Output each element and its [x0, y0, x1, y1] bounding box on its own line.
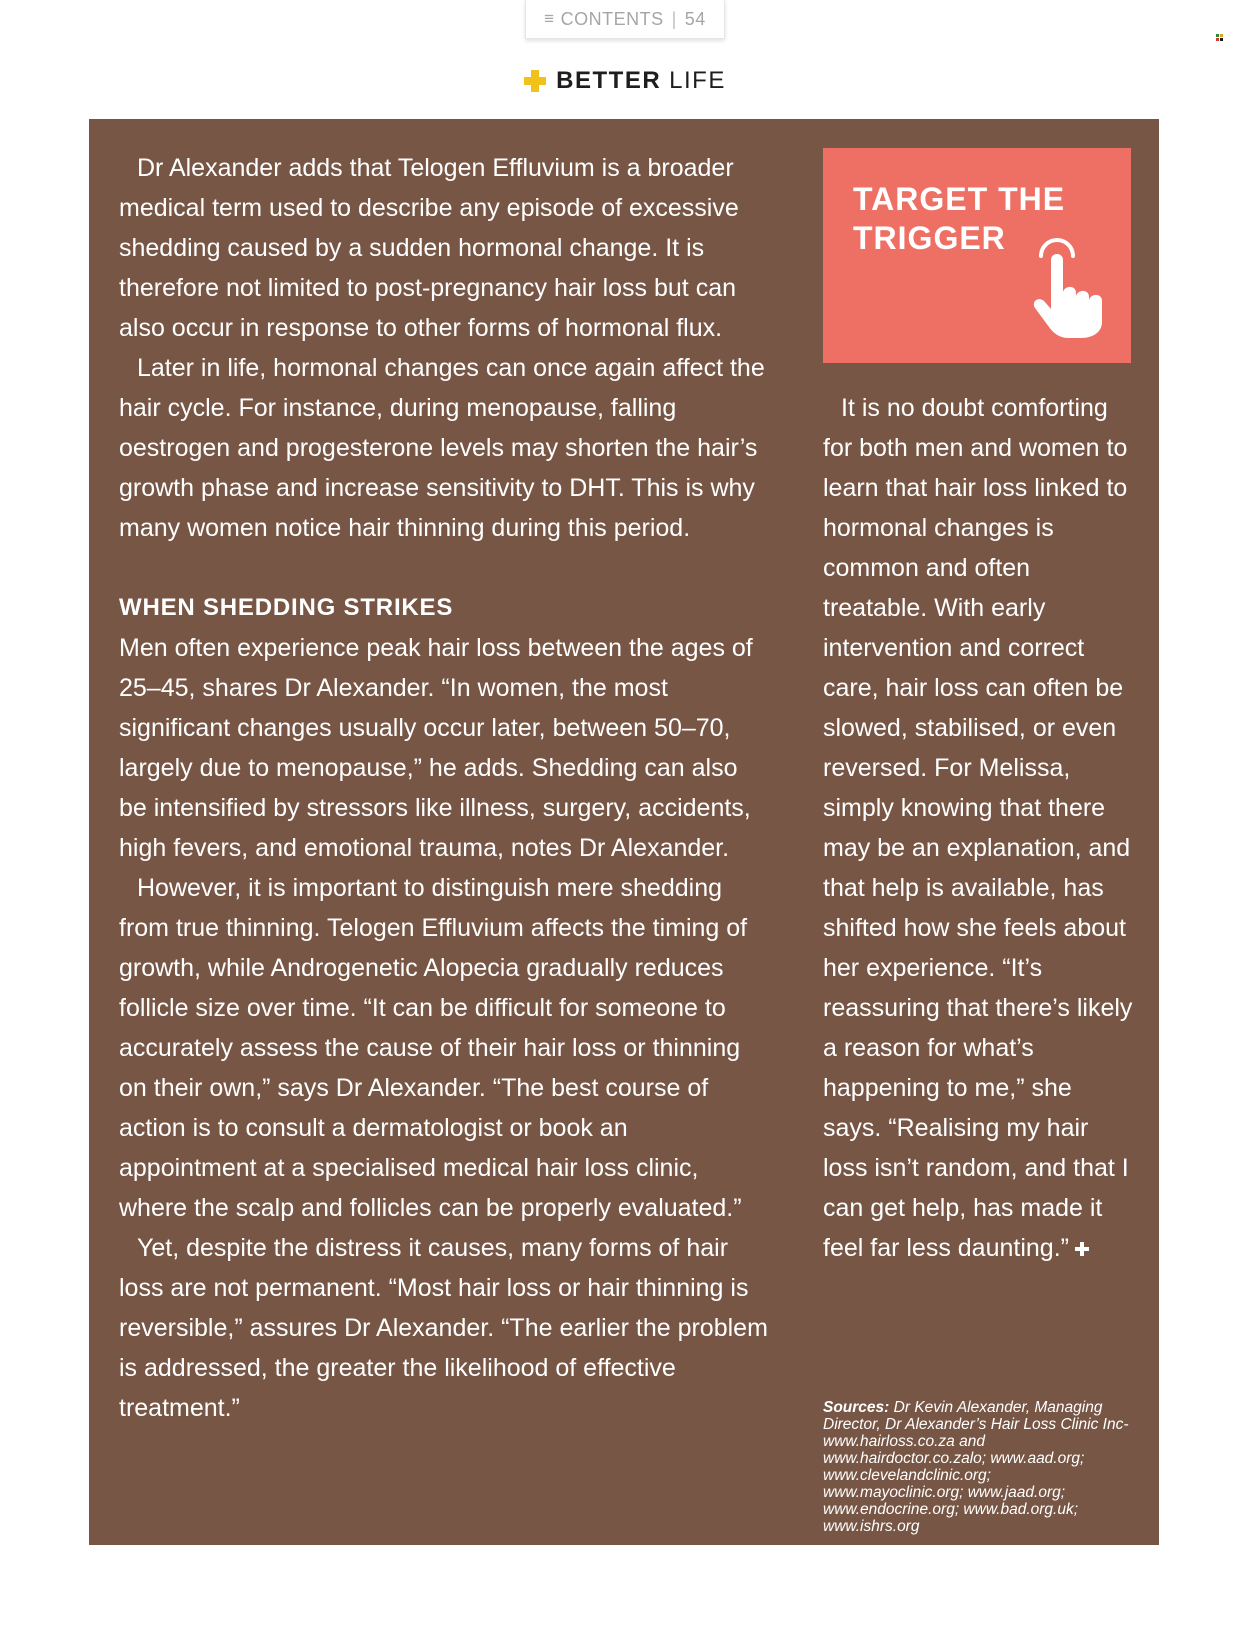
- section-header: [0, 64, 1250, 98]
- sources: [823, 1399, 1135, 1535]
- contents-label: CONTENTS: [560, 8, 664, 29]
- plus-icon: [524, 70, 546, 92]
- article-main-column: [119, 148, 769, 1428]
- section-title-light: LIFE: [669, 67, 726, 94]
- pointing-hand-icon: [1029, 230, 1111, 340]
- subheading: WHEN SHEDDING STRIKES: [119, 594, 454, 621]
- end-mark-icon: [1075, 1242, 1089, 1256]
- contents-button[interactable]: [525, 0, 725, 39]
- sources-text: Dr Kevin Alexander, Managing Director, Dr Alexander’s Hair Loss Clinic Inc- www.hairloss.co.za and www.hairdoctor.co.zalo; www.aad.org; www.clevelandclinic.org; www.mayoclinic.org; www.jaad.org; www.endocrine.org; www.bad.org.uk; www.ishrs.org: [823, 1399, 1129, 1535]
- article-paragraph: Later in life, hormonal changes can once again affect the hair cycle. For instance, during menopause, falling oestrogen and progesterone levels may shorten the hair’s growth phase and increase sensitivity to DHT. This is why many women notice hair thinning during this period.: [119, 354, 765, 542]
- sources-label: Sources:: [823, 1399, 890, 1416]
- divider: |: [671, 8, 677, 29]
- article-paragraph: Dr Alexander adds that Telogen Effluvium is a broader medical term used to describe any episode of excessive shedding caused by a sudden hormonal change. It is therefore not limited to post-pregnancy hair loss but can also occur in response to other forms of hormonal flux.: [119, 154, 739, 342]
- target-the-trigger-box: [823, 148, 1131, 363]
- article-paragraph: Yet, despite the distress it causes, many forms of hair loss are not permanent. “Most hair loss or hair thinning is reversible,” assures Dr Alexander. “The earlier the problem is addressed, the greater the likelihood of effective treatment.”: [119, 1234, 768, 1422]
- page-number: 54: [684, 8, 706, 29]
- article-panel: [89, 119, 1159, 1545]
- sidebar-body-text: It is no doubt comforting for both men and women to learn that hair loss linked to hormonal changes is common and often treatable. With early intervention and correct care, hair loss can often be slowed, stabilised, or even reversed. For Melissa, simply knowing that there may be an explanation, and that help is available, has shifted how she feels about her experience. “It’s reassuring that there’s likely a reason for what’s happening to me,” she says. “Realising my hair loss isn’t random, and that I can get help, has made it feel far less daunting.”: [823, 394, 1133, 1262]
- article-paragraph: Men often experience peak hair loss between the ages of 25–45, shares Dr Alexander. “In women, the most significant changes usually occur later, between 50–70, largely due to menopause,” he adds. Shedding can also be intensified by stressors like illness, surgery, accidents, high fevers, and emotional trauma, notes Dr Alexander.: [119, 634, 753, 862]
- menu-icon: ≡: [544, 9, 555, 28]
- box-title: TARGET THE TRIGGER: [853, 181, 1066, 256]
- sidebar-body: [823, 388, 1133, 1268]
- corner-mark-icon: [1216, 34, 1223, 41]
- section-title-bold: BETTER: [556, 67, 662, 94]
- article-paragraph: However, it is important to distinguish mere shedding from true thinning. Telogen Effluvium affects the timing of growth, while Androgenetic Alopecia gradually reduces follicle size over time. “It can be difficult for someone to accurately assess the cause of their hair loss or thinning on their own,” says Dr Alexander. “The best course of action is to consult a dermatologist or book an appointment at a specialised medical hair loss clinic, where the scalp and follicles can be properly evaluated.”: [119, 874, 748, 1222]
